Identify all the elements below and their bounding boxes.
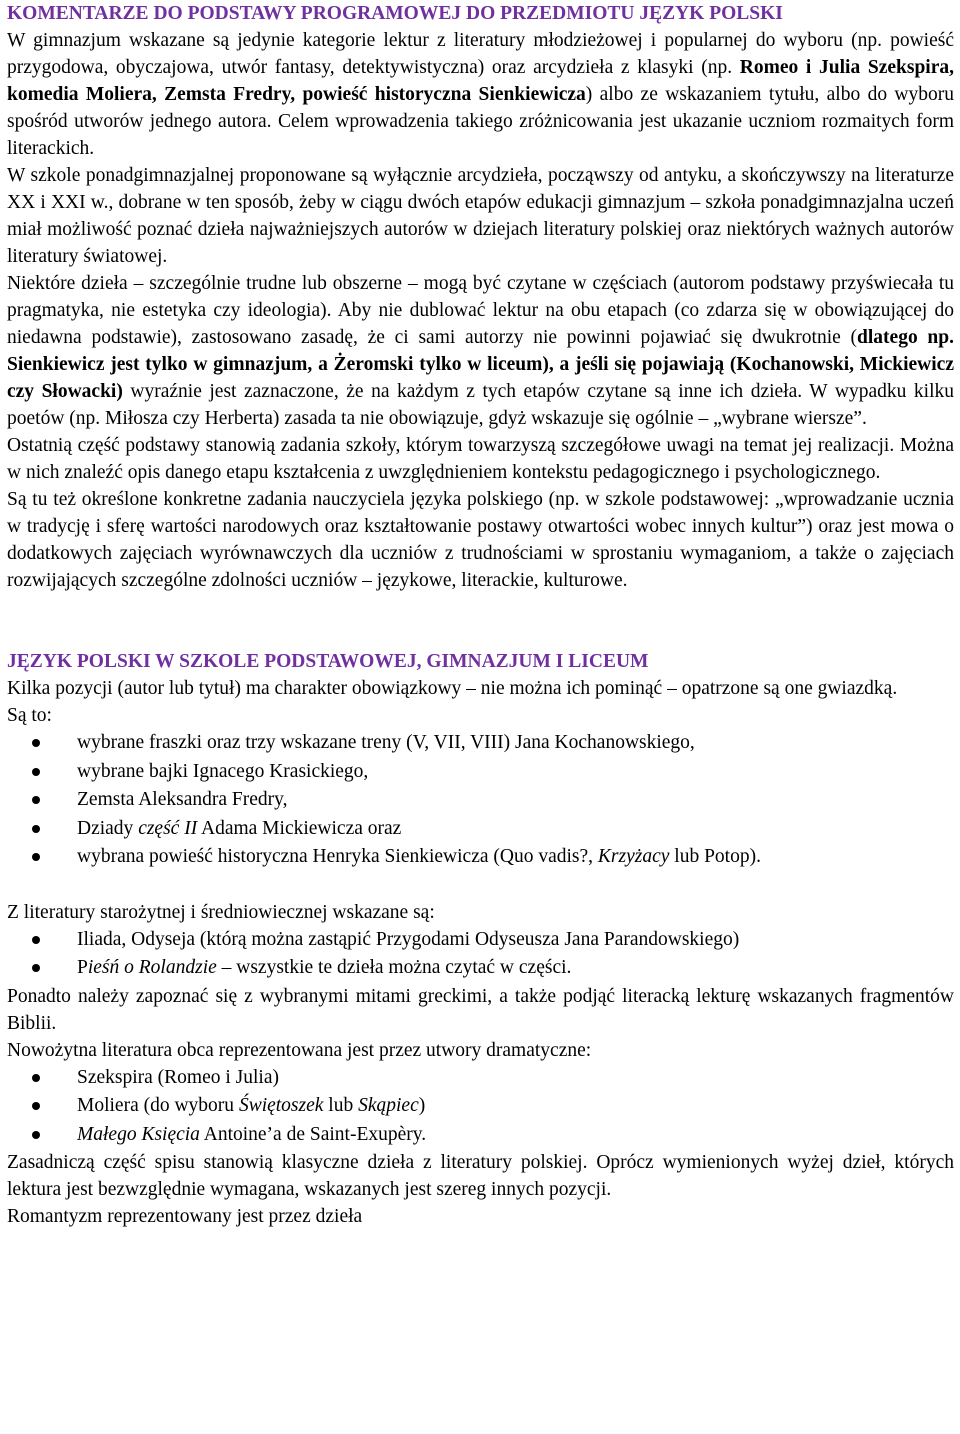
paragraph-zadania-szkoly: Ostatnią część podstawy stanowią zadania szkoły, którym towarzyszą szczegółowe uwagi na temat jej realizacji. Można w nich znaleźć opis danego etapu kształcenia z uwzględnieniem kontekstu pedagogicznego i psychologicznego. xyxy=(7,435,954,483)
paragraph-niektore-dziela xyxy=(7,270,954,432)
text-run: P xyxy=(77,957,88,978)
italic-run: Świętoszek xyxy=(238,1095,324,1116)
text-run: Niektóre dzieła – szczególnie trudne lub obszerne – mogą być czytane w częściach (autorom podstawy przyświecała tu pragmatyka, nie estetyka czy ideologia). Aby nie dublować lektur na obu etapach (co zdarza się w obowiązującej do niedawna podstawie), zastosowano zasadę, że ci sami autorzy nie powinni pojawiać się dwukrotnie ( xyxy=(7,273,954,348)
list-label-nowozytna: Nowożytna literatura obca reprezentowana jest przez utwory dramatyczne: xyxy=(7,1039,592,1061)
list-item xyxy=(7,815,954,844)
paragraph-romantyzm: Romantyzm reprezentowany jest przez dzieła xyxy=(7,1206,363,1227)
italic-run: ieśń o Rolandzie xyxy=(87,957,217,978)
paragraph-ponadgimnazjalna: W szkole ponadgimnazjalnej proponowane są wyłącznie arcydzieła, począwszy od antyku, a skończywszy na literaturze XX i XXI w., dobrane w ten sposób, żeby w ciągu dwóch etapów edukacji gimnazjum – szkoła ponadgimnazjalna uczeń miał możliwość poznać dzieła najważniejszych autorów w dziejach literatury polskiej oraz niektórych ważnych autorów literatury światowej. xyxy=(7,165,954,267)
list-label-starozytna: Z literatury starożytnej i średniowiecznej wskazane są: xyxy=(7,901,435,923)
text-run: – wszystkie te dzieła można czytać w części. xyxy=(216,957,572,978)
list-starozytna xyxy=(7,926,954,983)
text-run: Adama Mickiewicza oraz xyxy=(197,817,402,839)
text-run: wyraźnie jest zaznaczone, że na każdym z tych etapów czytane są inne ich dzieła. W wypadku kilku poetów (np. Miłosza czy Herberta) zasada ta nie obowiązuje, gdyż wskazuje się ogólnie – „wybrane wiersze”. xyxy=(7,381,954,429)
paragraph-obowiazkowe: Kilka pozycji (autor lub tytuł) ma charakter obowiązkowy – nie można ich pominąć – opatrzone są one gwiazdką. xyxy=(7,678,898,699)
bold-run: Romeo i Julia Szekspira, komedia Moliera, Zemsta Fredry, powieść historyczna Sienkiewicza xyxy=(7,57,954,105)
italic-run: Skąpiec xyxy=(358,1095,419,1116)
text-run: Moliera (do wyboru xyxy=(77,1095,239,1116)
text-run: Antoine’a de Saint-Exupèry. xyxy=(199,1123,427,1145)
paragraph-gimnazjum xyxy=(7,27,954,162)
list-item xyxy=(7,954,954,983)
list-obowiazkowe xyxy=(7,729,954,872)
text-run: Dziady xyxy=(77,817,139,839)
italic-run: Krzyżacy xyxy=(597,846,670,867)
spacer xyxy=(7,594,954,648)
text-run: lub xyxy=(323,1095,359,1116)
list-label-sa-to: Są to: xyxy=(7,705,52,726)
section-heading-komentarze: KOMENTARZE DO PODSTAWY PROGRAMOWEJ DO PRZEDMIOTU JĘZYK POLSKI xyxy=(7,3,783,24)
italic-run: Małego Księcia xyxy=(77,1123,200,1145)
text-run: lub Potop). xyxy=(669,846,761,867)
text-run: wybrana powieść historyczna Henryka Sienkiewicza (Quo vadis?, xyxy=(77,846,598,867)
text-run: ) albo ze wskazaniem tytułu, albo do wyboru spośród utworów jednego autora. Celem wprowadzenia takiego zróżnicowania jest ukazanie uczniom rozmaitych form literackich. xyxy=(7,84,954,159)
list-nowozytna xyxy=(7,1064,954,1150)
section-heading-jezyk-polski: JĘZYK POLSKI W SZKOLE PODSTAWOWEJ, GIMNAZJUM I LICEUM xyxy=(7,651,649,672)
bold-run: dlatego np. Sienkiewicz jest tylko w gimnazjum, a Żeromski tylko w liceum), a jeśli się pojawiają (Kochanowski, Mickiewicz czy Słowacki) xyxy=(7,327,954,402)
list-item xyxy=(7,1121,954,1150)
list-item xyxy=(7,843,954,872)
list-item: wybrane bajki Ignacego Krasickiego, xyxy=(7,758,954,787)
paragraph-mity-biblia: Ponadto należy zapoznać się z wybranymi mitami greckimi, a także podjąć literacką lekturę wskazanych fragmentów Biblii. xyxy=(7,985,954,1034)
italic-run: część II xyxy=(138,817,198,839)
list-item: Szekspira (Romeo i Julia) xyxy=(7,1064,954,1093)
text-run: ) xyxy=(418,1095,426,1116)
list-item: Iliada, Odyseja (którą można zastąpić Przygodami Odyseusza Jana Parandowskiego) xyxy=(7,926,954,955)
paragraph-zadania-nauczyciela: Są tu też określone konkretne zadania nauczyciela języka polskiego (np. w szkole podstawowej: „wprowadzanie ucznia w tradycję i sferę wartości narodowych oraz kształtowanie postawy otwartości wobec innych kultur”) oraz jest mowa o dodatkowych zajęciach wyrównawczych dla uczniów z trudnościami w sprostaniu wymaganiom, a także o zajęciach rozwijających szczególne zdolności uczniów – językowe, literackie, kulturowe. xyxy=(7,489,954,591)
list-item xyxy=(7,1092,954,1121)
text-run: W gimnazjum wskazane są jedynie kategorie lektur z literatury młodzieżowej i popularnej do wyboru (np. powieść przygodowa, obyczajowa, utwór fantasy, detektywistyczna) oraz arcydzieła z klasyki (np. xyxy=(7,30,954,78)
list-item: wybrane fraszki oraz trzy wskazane treny (V, VII, VIII) Jana Kochanowskiego, xyxy=(7,729,954,758)
list-item: Zemsta Aleksandra Fredry, xyxy=(7,786,954,815)
paragraph-zasadnicza-czesc: Zasadniczą część spisu stanowią klasyczne dzieła z literatury polskiej. Oprócz wymienionych wyżej dzieł, których lektura jest bezwzględnie wymagana, wskazanych jest szereg innych pozycji. xyxy=(7,1152,954,1200)
spacer xyxy=(7,872,954,899)
